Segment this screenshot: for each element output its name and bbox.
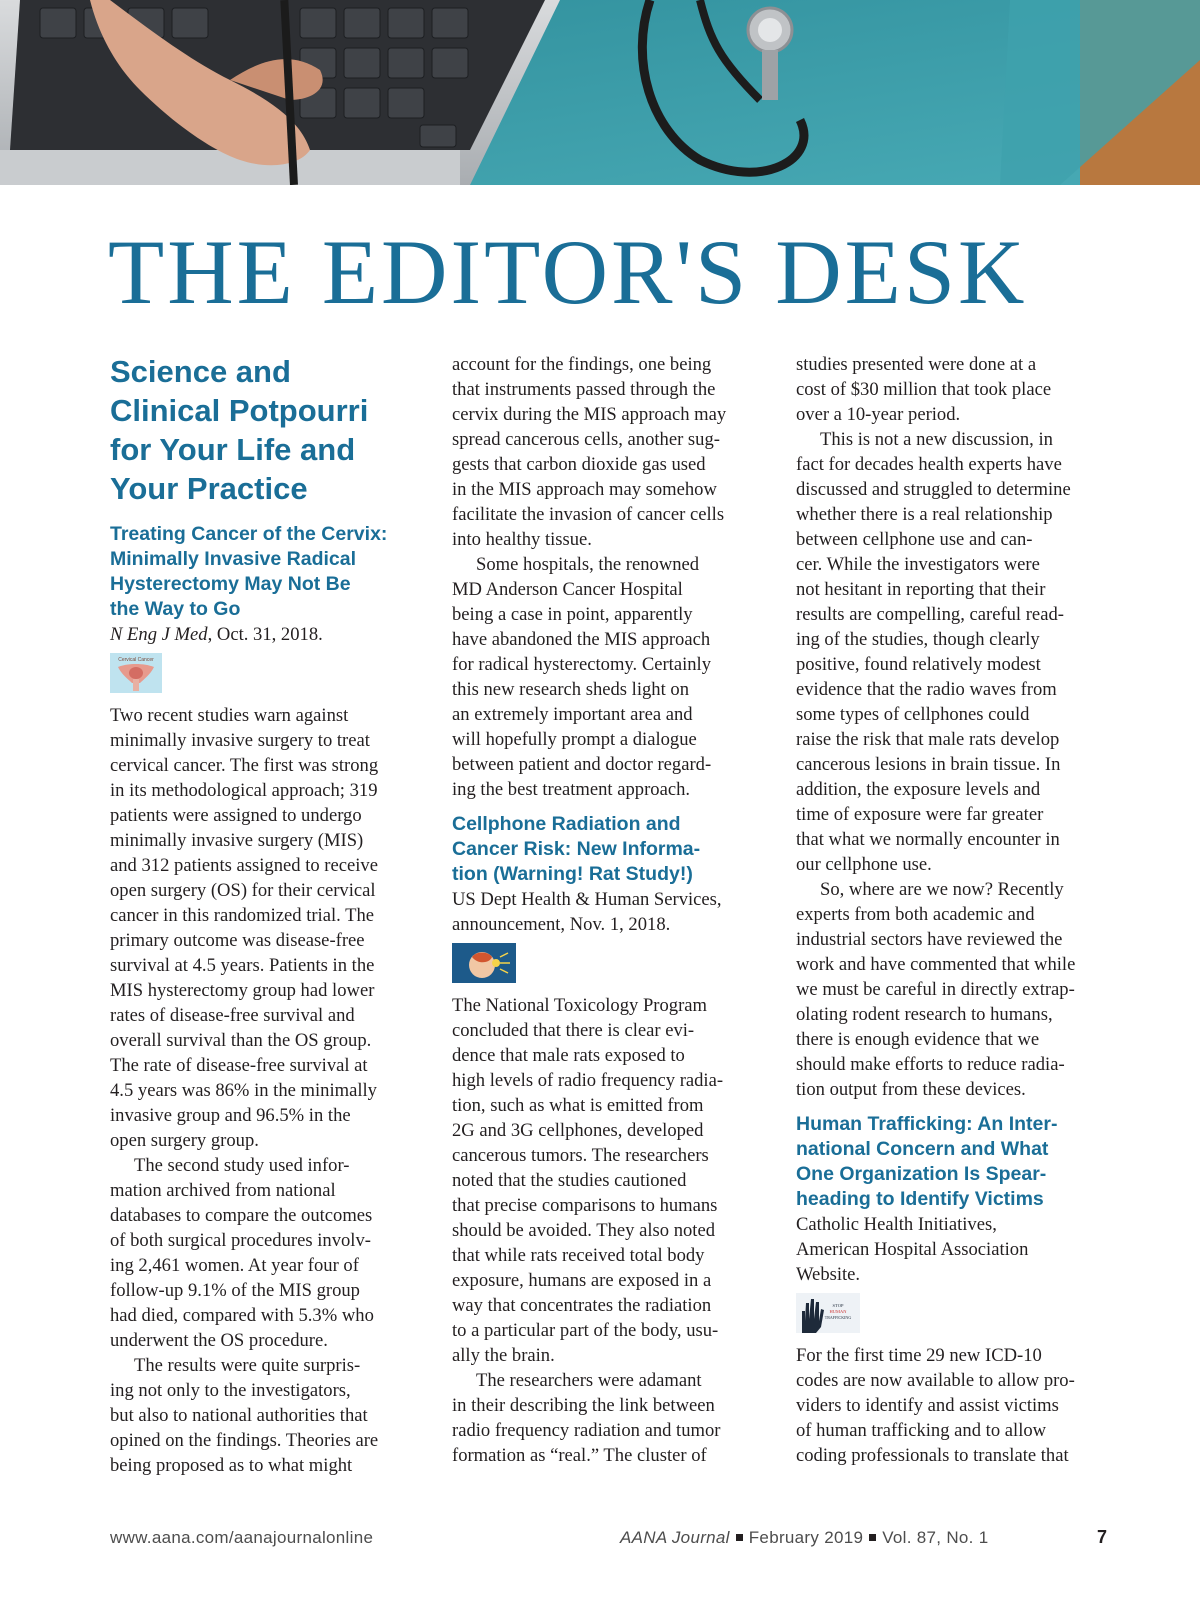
article-title-line: the Way to Go bbox=[110, 598, 241, 620]
thumbnail-label: TRAFFICKING bbox=[824, 1315, 852, 1320]
article-title-line: heading to Identify Victims bbox=[796, 1188, 1044, 1210]
text-line: olating rodent research to humans, bbox=[796, 1004, 1053, 1025]
article-title-line: Cancer Risk: New Informa- bbox=[452, 838, 701, 860]
text-line: cer. While the investigators were bbox=[796, 554, 1040, 575]
text-line: noted that the studies cautioned bbox=[452, 1170, 687, 1191]
text-line: codes are now available to allow pro- bbox=[796, 1370, 1075, 1391]
text-line: For the first time 29 new ICD-10 bbox=[796, 1345, 1042, 1366]
article-title-line: Hysterectomy May Not Be bbox=[110, 573, 351, 595]
text-line: in the MIS approach may somehow bbox=[452, 479, 717, 500]
text-line: invasive group and 96.5% in the bbox=[110, 1105, 351, 1126]
article-title-line: Cellphone Radiation and bbox=[452, 813, 681, 835]
volume-info: Vol. 87, No. 1 bbox=[882, 1528, 989, 1547]
text-line: studies presented were done at a bbox=[796, 354, 1037, 375]
text-line: addition, the exposure levels and bbox=[796, 779, 1041, 800]
text-line: of both surgical procedures involv- bbox=[110, 1230, 371, 1251]
text-line: experts from both academic and bbox=[796, 904, 1035, 925]
section-title-line: Clinical Potpourri bbox=[110, 393, 369, 428]
text-line: in its methodological approach; 319 bbox=[110, 780, 378, 801]
text-line: we must be careful in directly extrap- bbox=[796, 979, 1075, 1000]
text-line: will hopefully prompt a dialogue bbox=[452, 729, 697, 750]
text-line: had died, compared with 5.3% who bbox=[110, 1305, 374, 1326]
article-source-cervix bbox=[110, 622, 425, 647]
paragraph bbox=[796, 427, 1114, 877]
article-title-line: Human Trafficking: An Inter- bbox=[796, 1113, 1058, 1135]
text-line: cancerous lesions in brain tissue. In bbox=[796, 754, 1061, 775]
section-title-line: Your Practice bbox=[110, 471, 308, 506]
text-line: patients were assigned to undergo bbox=[110, 805, 362, 826]
paragraph bbox=[110, 703, 425, 1153]
text-line: cancerous tumors. The researchers bbox=[452, 1145, 709, 1166]
text-line: The results were quite surpris- bbox=[134, 1355, 361, 1376]
text-line: being a case in point, apparently bbox=[452, 604, 693, 625]
text-line: US Dept Health & Human Services, bbox=[452, 889, 722, 910]
text-line: facilitate the invasion of cancer cells bbox=[452, 504, 725, 525]
text-line: should be avoided. They also noted bbox=[452, 1220, 716, 1241]
article-source-trafficking bbox=[796, 1212, 1114, 1287]
text-line: tion output from these devices. bbox=[796, 1079, 1026, 1100]
source-journal: N Eng J Med bbox=[110, 624, 208, 645]
text-line: account for the findings, one being bbox=[452, 354, 712, 375]
text-line: cervix during the MIS approach may bbox=[452, 404, 727, 425]
text-line: Some hospitals, the renowned bbox=[476, 554, 700, 575]
article-title-line: Treating Cancer of the Cervix: bbox=[110, 523, 388, 545]
cervical-anatomy-thumbnail bbox=[110, 653, 162, 693]
text-line: work and have commented that while bbox=[796, 954, 1076, 975]
article-source-cellphone bbox=[452, 887, 770, 937]
section-title-line: for Your Life and bbox=[110, 432, 356, 467]
text-line: time of exposure were far greater bbox=[796, 804, 1044, 825]
text-line: of human trafficking and to allow bbox=[796, 1420, 1047, 1441]
article-body-cervix bbox=[110, 703, 425, 1478]
stop-trafficking-hand-thumbnail bbox=[796, 1293, 860, 1333]
column-3 bbox=[796, 352, 1114, 1468]
text-line: The National Toxicology Program bbox=[452, 995, 708, 1016]
text-line: The second study used infor- bbox=[134, 1155, 350, 1176]
article-title-cervix bbox=[110, 522, 425, 622]
header-photo bbox=[0, 0, 1200, 185]
text-line: American Hospital Association bbox=[796, 1239, 1029, 1260]
article-body-cellphone bbox=[452, 993, 770, 1468]
column-1 bbox=[110, 352, 425, 1478]
text-line: open surgery (OS) for their cervical bbox=[110, 880, 376, 901]
paragraph bbox=[796, 352, 1114, 427]
text-line: positive, found relatively modest bbox=[796, 654, 1041, 675]
issue-date: February 2019 bbox=[748, 1528, 864, 1547]
journal-name: AANA Journal bbox=[620, 1528, 730, 1547]
text-line: formation as “real.” The cluster of bbox=[452, 1445, 707, 1466]
bullet-square-icon bbox=[869, 1534, 876, 1541]
paragraph bbox=[452, 552, 770, 802]
text-line: minimally invasive surgery to treat bbox=[110, 730, 370, 751]
text-line: open surgery group. bbox=[110, 1130, 259, 1151]
text-line: rates of disease-free survival and bbox=[110, 1005, 355, 1026]
text-line: ally the brain. bbox=[452, 1345, 555, 1366]
paragraph bbox=[796, 1343, 1114, 1468]
text-line: spread cancerous cells, another sug- bbox=[452, 429, 720, 450]
text-line: that instruments passed through the bbox=[452, 379, 716, 400]
head-radiation-thumbnail bbox=[452, 943, 516, 983]
text-line: ing of the studies, though clearly bbox=[796, 629, 1040, 650]
text-line: that precise comparisons to humans bbox=[452, 1195, 718, 1216]
text-line: exposure, humans are exposed in a bbox=[452, 1270, 712, 1291]
text-line: viders to identify and assist victims bbox=[796, 1395, 1059, 1416]
text-line: between cellphone use and can- bbox=[796, 529, 1033, 550]
text-line: coding professionals to translate that bbox=[796, 1445, 1069, 1466]
text-line: 2G and 3G cellphones, developed bbox=[452, 1120, 704, 1141]
text-line: there is enough evidence that we bbox=[796, 1029, 1040, 1050]
article-title-trafficking bbox=[796, 1112, 1114, 1212]
text-line: should make efforts to reduce radia- bbox=[796, 1054, 1065, 1075]
text-line: This is not a new discussion, in bbox=[820, 429, 1053, 450]
footer-journal-info bbox=[620, 1528, 989, 1548]
text-line: MD Anderson Cancer Hospital bbox=[452, 579, 683, 600]
article-title-line: tion (Warning! Rat Study!) bbox=[452, 863, 693, 885]
thumbnail-label: STOP bbox=[832, 1303, 844, 1308]
text-line: cancer in this randomized trial. The bbox=[110, 905, 374, 926]
text-line: survival at 4.5 years. Patients in the bbox=[110, 955, 375, 976]
page-number: 7 bbox=[1097, 1527, 1108, 1547]
text-line: mation archived from national bbox=[110, 1180, 336, 1201]
source-date: , Oct. 31, 2018. bbox=[207, 624, 323, 645]
text-line: fact for decades health experts have bbox=[796, 454, 1062, 475]
footer-url[interactable]: www.aana.com/aanajournalonline bbox=[110, 1528, 374, 1547]
text-line: our cellphone use. bbox=[796, 854, 932, 875]
text-line: minimally invasive surgery (MIS) bbox=[110, 830, 364, 851]
text-line: announcement, Nov. 1, 2018. bbox=[452, 914, 671, 935]
paragraph bbox=[110, 1153, 425, 1353]
section-title-line: Science and bbox=[110, 354, 291, 389]
paragraph bbox=[110, 1353, 425, 1478]
bullet-square-icon bbox=[736, 1534, 743, 1541]
text-line: gests that carbon dioxide gas used bbox=[452, 454, 706, 475]
text-line: over a 10-year period. bbox=[796, 404, 961, 425]
section-title bbox=[110, 352, 425, 508]
text-line: MIS hysterectomy group had lower bbox=[110, 980, 375, 1001]
text-line: in their describing the link between bbox=[452, 1395, 715, 1416]
text-line: have abandoned the MIS approach bbox=[452, 629, 711, 650]
text-line: an extremely important area and bbox=[452, 704, 693, 725]
text-line: follow-up 9.1% of the MIS group bbox=[110, 1280, 360, 1301]
text-line: underwent the OS procedure. bbox=[110, 1330, 328, 1351]
paragraph bbox=[452, 1368, 770, 1468]
thumbnail-label: Cervical Cancer bbox=[118, 657, 154, 663]
text-line: The researchers were adamant bbox=[476, 1370, 702, 1391]
text-line: between patient and doctor regard- bbox=[452, 754, 712, 775]
text-line: dence that male rats exposed to bbox=[452, 1045, 685, 1066]
text-line: and 312 patients assigned to receive bbox=[110, 855, 378, 876]
paragraph bbox=[452, 352, 770, 552]
text-line: tion, such as what is emitted from bbox=[452, 1095, 704, 1116]
article-title-line: One Organization Is Spear- bbox=[796, 1163, 1047, 1185]
column-2 bbox=[452, 352, 770, 1468]
text-line: ing not only to the investigators, bbox=[110, 1380, 351, 1401]
text-line: cost of $30 million that took place bbox=[796, 379, 1052, 400]
text-line: primary outcome was disease-free bbox=[110, 930, 365, 951]
text-line: discussed and struggled to determine bbox=[796, 479, 1071, 500]
text-line: results are compelling, careful read- bbox=[796, 604, 1064, 625]
text-line: So, where are we now? Recently bbox=[820, 879, 1064, 900]
text-line: radio frequency radiation and tumor bbox=[452, 1420, 721, 1441]
text-line: cervical cancer. The first was strong bbox=[110, 755, 379, 776]
text-line: Catholic Health Initiatives, bbox=[796, 1214, 997, 1235]
article-body-trafficking bbox=[796, 1343, 1114, 1468]
text-line: 4.5 years was 86% in the minimally bbox=[110, 1080, 377, 1101]
text-line: some types of cellphones could bbox=[796, 704, 1030, 725]
text-line: databases to compare the outcomes bbox=[110, 1205, 373, 1226]
paragraph bbox=[452, 993, 770, 1368]
thumbnail-label: HUMAN bbox=[829, 1309, 847, 1314]
text-line: not hesitant in reporting that their bbox=[796, 579, 1046, 600]
article-title-line: national Concern and What bbox=[796, 1138, 1049, 1160]
text-line: way that concentrates the radiation bbox=[452, 1295, 712, 1316]
text-line: evidence that the radio waves from bbox=[796, 679, 1057, 700]
text-line: whether there is a real relationship bbox=[796, 504, 1053, 525]
text-line: Two recent studies warn against bbox=[110, 705, 349, 726]
text-line: that while rats received total body bbox=[452, 1245, 705, 1266]
text-line: raise the risk that male rats develop bbox=[796, 729, 1060, 750]
text-line: for radical hysterectomy. Certainly bbox=[452, 654, 712, 675]
text-line: industrial sectors have reviewed the bbox=[796, 929, 1063, 950]
text-line: ing the best treatment approach. bbox=[452, 779, 691, 800]
text-line: to a particular part of the body, usu- bbox=[452, 1320, 719, 1341]
article-title-line: Minimally Invasive Radical bbox=[110, 548, 357, 570]
article-title-cellphone bbox=[452, 812, 770, 887]
text-line: concluded that there is clear evi- bbox=[452, 1020, 695, 1041]
text-line: ing 2,461 women. At year four of bbox=[110, 1255, 359, 1276]
text-line: high levels of radio frequency radia- bbox=[452, 1070, 724, 1091]
text-line: The rate of disease-free survival at bbox=[110, 1055, 368, 1076]
text-line: that what we normally encounter in bbox=[796, 829, 1060, 850]
text-line: but also to national authorities that bbox=[110, 1405, 368, 1426]
text-line: into healthy tissue. bbox=[452, 529, 592, 550]
text-line: this new research sheds light on bbox=[452, 679, 690, 700]
text-line: overall survival than the OS group. bbox=[110, 1030, 372, 1051]
masthead-title: THE EDITOR'S DESK bbox=[108, 221, 1028, 323]
text-line: being proposed as to what might bbox=[110, 1455, 353, 1476]
paragraph bbox=[796, 877, 1114, 1102]
text-line: Website. bbox=[796, 1264, 861, 1285]
text-line: opined on the findings. Theories are bbox=[110, 1430, 379, 1451]
